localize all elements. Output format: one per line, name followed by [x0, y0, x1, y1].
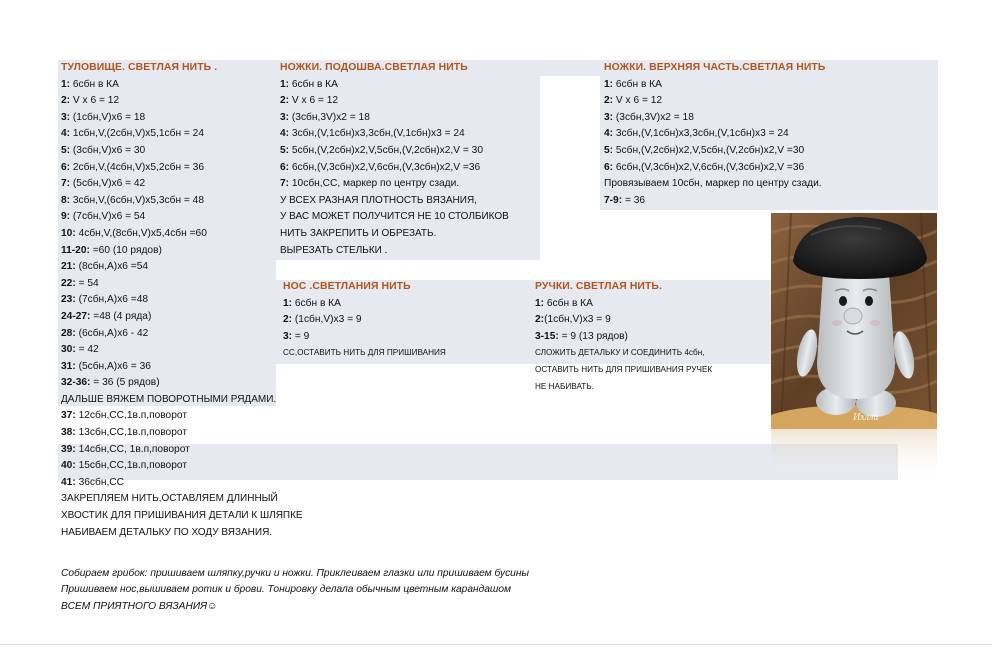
row — [280, 143, 509, 160]
nose-note: СС,ОСТАВИТЬ НИТЬ ДЛЯ ПРИШИВАНИЯ — [283, 348, 446, 358]
row — [280, 93, 509, 110]
row-text: (5сбн,V)x6 = 42 — [70, 178, 146, 190]
upper-title: НОЖКИ. ВЕРХНЯЯ ЧАСТЬ.СВЕТЛАЯ НИТЬ — [604, 62, 826, 73]
row-number: 3-15: — [535, 330, 559, 342]
sole-rows — [280, 77, 509, 193]
row — [604, 77, 825, 94]
bottom-divider — [0, 644, 992, 645]
row-text: = 54 — [75, 277, 99, 289]
torso-rows — [61, 77, 303, 392]
row-text: 1сбн,V,(2сбн,V)x5,1сбн = 24 — [70, 128, 205, 140]
row-text: 15сбн,СС,1в.п,поворот — [75, 460, 188, 472]
row-text: (3сбн,3V)x2 = 18 — [613, 111, 694, 123]
row — [535, 296, 712, 313]
row-number: 2: — [535, 314, 545, 326]
row-number: 3: — [61, 111, 71, 123]
row — [61, 425, 303, 442]
row-number: 5: — [61, 144, 71, 156]
row — [61, 475, 303, 492]
nose-rows — [283, 296, 446, 346]
row-text: 3сбн,V,(6сбн,V)x5,3сбн = 48 — [70, 194, 205, 206]
row-number: 3: — [604, 111, 614, 123]
torso-rows-turning — [61, 408, 303, 491]
mushroom-illustration — [771, 213, 937, 429]
row-text: =48 (4 ряда) — [90, 310, 152, 322]
row-number: 4: — [280, 128, 290, 140]
row — [61, 359, 303, 376]
row-text: (5сбн,A)x6 = 36 — [75, 360, 151, 372]
row-text: 2сбн,V,(4сбн,V)x5,2сбн = 36 — [70, 161, 205, 173]
row-text: (1сбн,V)x3 = 9 — [292, 314, 362, 326]
row — [61, 442, 303, 459]
row-text: 13сбн,СС,1в.п,поворот — [75, 427, 188, 439]
upper-last-row — [604, 193, 825, 210]
row-text: 4сбн,V,(8сбн,V)x5,4сбн =60 — [75, 227, 207, 239]
row-number: 2: — [280, 95, 290, 107]
row-text: 6сбн в КА — [289, 78, 338, 90]
sole-note-4: ВЫРЕЗАТЬ СТЕЛЬКИ . — [280, 244, 388, 256]
row — [61, 226, 303, 243]
row-text: 6сбн,(V,3сбн)x2,V,6сбн,(V,3сбн)x2,V =36 — [289, 161, 481, 173]
row-number: 5: — [604, 144, 614, 156]
row-text: 6сбн,(V,3сбн)x2,V,6сбн,(V,3сбн)x2,V =36 — [613, 161, 805, 173]
photo-reflection — [771, 429, 937, 481]
row-text: = 9 — [292, 330, 310, 342]
row — [61, 292, 303, 309]
row-text: = 9 (13 рядов) — [558, 330, 628, 342]
row — [604, 110, 825, 127]
row — [61, 209, 303, 226]
row-number: 24-27: — [61, 310, 91, 322]
row — [61, 126, 303, 143]
row-text: 5сбн,(V,2сбн)x2,V,5сбн,(V,2сбн)x2,V =30 — [613, 144, 805, 156]
hands-note-1: СЛОЖИТЬ ДЕТАЛЬКУ И СОЕДИНИТЬ 4сбн, — [535, 348, 705, 358]
row-number: 11-20: — [61, 244, 90, 256]
row-number: 9: — [61, 211, 71, 223]
row-number: 6: — [61, 161, 71, 173]
row — [604, 93, 825, 110]
row — [61, 110, 303, 127]
row-text: 12сбн,СС,1в.п,поворот — [75, 410, 188, 422]
row-text: (1сбн,V)x3 = 9 — [544, 314, 611, 326]
row-text: = 36 (5 рядов) — [90, 377, 160, 389]
hands-note-2: ОСТАВИТЬ НИТЬ ДЛЯ ПРИШИВАНИЯ РУЧЕК — [535, 364, 713, 374]
row — [61, 375, 303, 392]
row — [61, 176, 303, 193]
row-number: 40: — [61, 460, 76, 472]
assembly-line-3: ВСЕМ ПРИЯТНОГО ВЯЗАНИЯ☺ — [61, 600, 218, 612]
row — [535, 312, 712, 329]
row-number: 30: — [61, 344, 76, 356]
row-number: 6: — [604, 161, 614, 173]
row-number: 32-36: — [61, 377, 91, 389]
row-number: 37: — [61, 410, 76, 422]
photo-watermark: Ихлли — [853, 412, 879, 423]
sole-note-1: У ВСЕХ РАЗНАЯ ПЛОТНОСТЬ ВЯЗАНИЯ, — [280, 194, 477, 206]
row-text: (1сбн,V)x6 = 18 — [70, 111, 146, 123]
upper-note: Провязываем 10сбн, маркер по центру сзади. — [604, 178, 822, 190]
row — [61, 77, 303, 94]
row — [280, 176, 509, 193]
reflection-image — [771, 429, 937, 481]
hands-title: РУЧКИ. СВЕТЛАЯ НИТЬ. — [535, 281, 662, 292]
row-number: 1: — [283, 297, 293, 309]
row-number: 28: — [61, 327, 76, 339]
row-number: 7-9: — [604, 194, 623, 206]
row — [61, 160, 303, 177]
upper-rows — [604, 77, 825, 177]
row — [280, 160, 509, 177]
row-number: 31: — [61, 360, 76, 372]
assembly-notes — [61, 566, 529, 615]
row — [61, 458, 303, 475]
row-number: 7: — [61, 178, 71, 190]
row-number: 23: — [61, 294, 76, 306]
row-text: =60 (10 рядов) — [89, 244, 162, 256]
row — [283, 296, 446, 313]
sole-note-3: НИТЬ ЗАКРЕПИТЬ И ОБРЕЗАТЬ. — [280, 227, 437, 239]
row — [61, 326, 303, 343]
row — [280, 77, 509, 94]
row-text: V x 6 = 12 — [289, 95, 339, 107]
torso-end-note-1: ЗАКРЕПЛЯЕМ НИТЬ,ОСТАВЛЯЕМ ДЛИННЫЙ — [61, 493, 278, 505]
upper-section — [604, 60, 825, 209]
assembly-line-2: Пришиваем нос,вышиваем ротик и брови. Тонировку делала обычным цветным карандашом — [61, 584, 512, 596]
row-number: 2: — [283, 314, 293, 326]
row-text: = 36 — [622, 194, 646, 206]
row-text: (7сбн,V)x6 = 54 — [70, 211, 146, 223]
row — [61, 408, 303, 425]
row-number: 1: — [280, 78, 290, 90]
row-text: 6сбн в КА — [292, 297, 341, 309]
torso-end-note-3: НАБИВАЕМ ДЕТАЛЬКУ ПО ХОДУ ВЯЗАНИЯ. — [61, 526, 273, 538]
row — [283, 312, 446, 329]
row-number: 3: — [283, 330, 293, 342]
sole-title: НОЖКИ. ПОДОШВА.СВЕТЛАЯ НИТЬ — [280, 62, 468, 73]
row-text: 6сбн в КА — [613, 78, 662, 90]
row-number: 5: — [280, 144, 290, 156]
row-text: (3сбн,3V)x2 = 18 — [289, 111, 370, 123]
row-text: = 42 — [75, 344, 99, 356]
row-number: 22: — [61, 277, 76, 289]
nose-section — [283, 279, 446, 362]
row — [61, 143, 303, 160]
row-number: 1: — [604, 78, 614, 90]
hands-rows — [535, 296, 712, 346]
row — [280, 110, 509, 127]
row-number: 8: — [61, 194, 71, 206]
row-text: 6сбн в КА — [544, 297, 593, 309]
row-number: 2: — [604, 95, 614, 107]
row-number: 41: — [61, 476, 76, 488]
row — [604, 160, 825, 177]
row-number: 1: — [61, 78, 71, 90]
hands-note-3: НЕ НАБИВАТЬ. — [535, 381, 594, 391]
row-text: 10сбн,СС, маркер по центру сзади. — [289, 178, 460, 190]
row-number: 4: — [604, 128, 614, 140]
row-number: 38: — [61, 427, 76, 439]
row-number: 6: — [280, 161, 290, 173]
row — [61, 243, 303, 260]
row-text: 3сбн,(V,1сбн)x3,3сбн,(V,1сбн)x3 = 24 — [613, 128, 789, 140]
row-number: 7: — [280, 178, 290, 190]
row-text: (7сбн,A)x6 =48 — [75, 294, 149, 306]
row-text: 3сбн,(V,1сбн)x3,3сбн,(V,1сбн)x3 = 24 — [289, 128, 465, 140]
row-text: (6сбн,A)x6 - 42 — [75, 327, 149, 339]
row — [61, 342, 303, 359]
row-text: 36сбн,СС — [75, 476, 124, 488]
row-text: 14сбн,СС, 1в.п,поворот — [75, 443, 190, 455]
row-number: 3: — [280, 111, 290, 123]
row — [61, 259, 303, 276]
row-text: V x 6 = 12 — [613, 95, 663, 107]
row-text: 6сбн в КА — [70, 78, 119, 90]
nose-title: НОС .СВЕТЛАНИЯ НИТЬ — [283, 281, 411, 292]
row-number: 10: — [61, 227, 76, 239]
row-number: 39: — [61, 443, 76, 455]
torso-section — [61, 60, 303, 541]
row-number: 21: — [61, 261, 76, 273]
row — [604, 126, 825, 143]
row-text: V x 6 = 12 — [70, 95, 120, 107]
torso-end-note-2: ХВОСТИК ДЛЯ ПРИШИВАНИЯ ДЕТАЛИ К ШЛЯПКЕ — [61, 510, 303, 522]
torso-title: ТУЛОВИЩЕ. СВЕТЛАЯ НИТЬ . — [61, 62, 218, 73]
row — [61, 193, 303, 210]
sole-note-2: У ВАС МОЖЕТ ПОЛУЧИТСЯ НЕ 10 СТОЛБИКОВ — [280, 211, 509, 223]
row — [535, 329, 712, 346]
row-text: 5сбн,(V,2сбн)x2,V,5сбн,(V,2сбн)x2,V = 30 — [289, 144, 483, 156]
assembly-line-1: Собираем грибок: пришиваем шляпку,ручки и ножки. Приклеиваем глазки или пришиваем бусины — [61, 568, 529, 579]
turn-note: ДАЛЬШЕ ВЯЖЕМ ПОВОРОТНЫМИ РЯДАМИ. — [61, 393, 277, 405]
sole-section — [280, 60, 509, 259]
row-number: 1: — [535, 297, 545, 309]
row-text: (8сбн,A)x6 =54 — [75, 261, 149, 273]
row — [283, 329, 446, 346]
row — [280, 126, 509, 143]
row-number: 2: — [61, 95, 71, 107]
row-text: (3сбн,V)x6 = 30 — [70, 144, 146, 156]
row — [61, 276, 303, 293]
row — [61, 309, 303, 326]
hands-section — [535, 279, 712, 395]
row — [61, 93, 303, 110]
row-number: 4: — [61, 128, 71, 140]
mushroom-photo — [771, 213, 937, 429]
row — [604, 143, 825, 160]
